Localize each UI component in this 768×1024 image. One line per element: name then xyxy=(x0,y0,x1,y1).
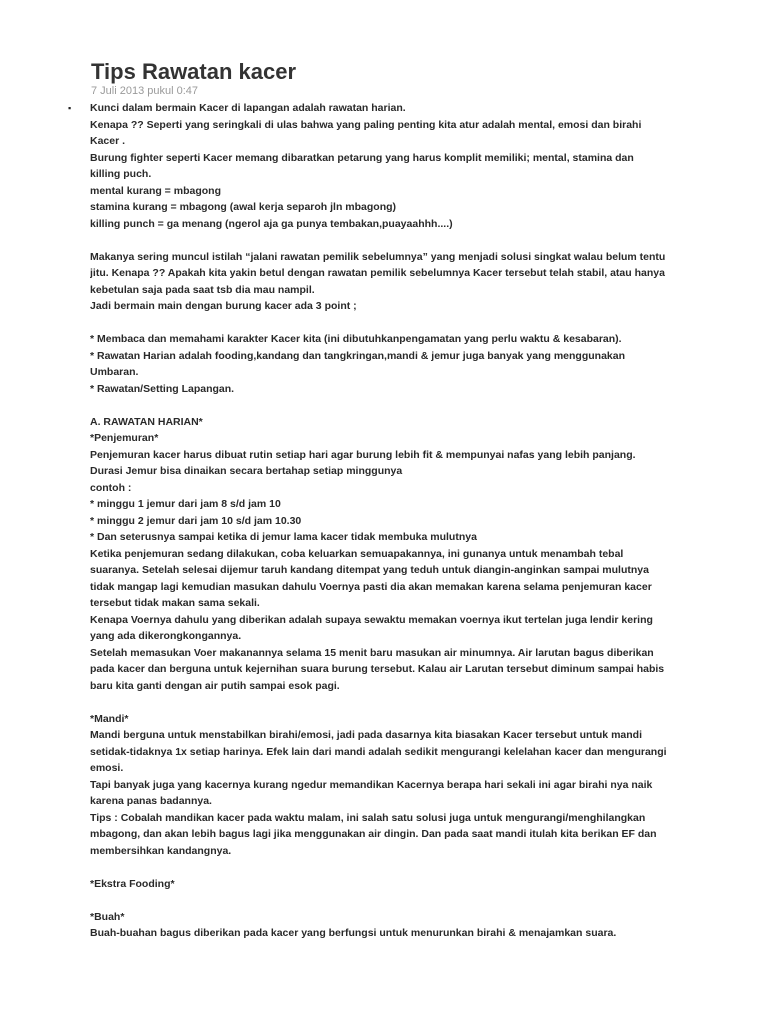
text-line: emosi. xyxy=(90,762,124,774)
text-line: Burung fighter seperti Kacer memang dibaratkan petarung yang harus komplit memiliki; mental, stamina dan xyxy=(90,151,634,164)
blank-line xyxy=(90,892,690,909)
text-line: *Buah* xyxy=(90,910,125,923)
text-line: baru kita ganti dengan air putih sampai esok pagi. xyxy=(90,679,340,692)
text-line: pada kacer dan berguna untuk kejernihan suara burung tersebut. Kalau air Larutan tersebut diminum sampai habis xyxy=(90,663,665,675)
text-line: contoh : xyxy=(90,481,132,494)
blank-line xyxy=(90,397,690,414)
text-line: * Dan seterusnya sampai ketika di jemur lama kacer tidak membuka mulutnya xyxy=(90,531,477,543)
text-line: mental kurang = mbagong xyxy=(90,184,221,197)
text-line: Ketika penjemuran sedang dilakukan, coba keluarkan semuapakannya, ini gunanya untuk menambah tebal xyxy=(90,547,624,560)
text-line: Penjemuran kacer harus dibuat rutin setiap hari agar burung lebih fit & mempunyai nafas yang lebih panjang. xyxy=(90,448,636,461)
text-line: *Penjemuran* xyxy=(90,432,159,444)
text-line: Umbaran. xyxy=(90,366,139,378)
blank-line xyxy=(90,315,690,332)
blank-line xyxy=(90,859,690,876)
text-line: Kunci dalam bermain Kacer di lapangan adalah rawatan harian. xyxy=(90,102,406,114)
text-line: Kenapa ?? Seperti yang seringkali di ulas bahwa yang paling penting kita atur adalah mental, emosi dan birahi xyxy=(90,118,642,131)
text-line: mbagong, dan akan lebih bagus lagi jika menggunakan air dingin. Dan pada saat mandi itulah kita berikan EF dan xyxy=(90,828,657,840)
text-line: * minggu 2 jemur dari jam 10 s/d jam 10.30 xyxy=(90,514,302,527)
blank-line xyxy=(90,694,690,711)
text-line: A. RAWATAN HARIAN* xyxy=(90,415,203,428)
text-line: suaranya. Setelah selesai dijemur taruh kandang ditempat yang teduh untuk diangin-anginkan sampai mulutnya xyxy=(90,564,649,576)
text-line: Mandi berguna untuk menstabilkan birahi/emosi, jadi pada dasarnya kita biasakan Kacer tersebut untuk mandi xyxy=(90,729,642,741)
bullet-icon: ▪ xyxy=(68,103,72,113)
text-line: Jadi bermain main dengan burung kacer ada 3 point ; xyxy=(90,300,357,312)
text-line: killing punch = ga menang (ngerol aja ga punya tembakan,puayaahhh....) xyxy=(90,217,453,230)
text-line: Buah-buahan bagus diberikan pada kacer yang berfungsi untuk menurunkan birahi & menajamkan suara. xyxy=(90,927,617,939)
text-line: Kacer . xyxy=(90,135,126,147)
text-line: Durasi Jemur bisa dinaikan secara bertahap setiap minggunya xyxy=(90,465,403,477)
text-line: setidak-tidaknya 1x setiap harinya. Efek lain dari mandi adalah sedikit mengurangi kelelahan kacer dan mengurangi xyxy=(90,745,667,758)
text-line: kebetulan saja pada saat tsb dia mau nampil. xyxy=(90,283,315,296)
text-line: killing puch. xyxy=(90,168,152,180)
text-line: tidak mangap lagi kemudian masukan dahulu Voernya pasti dia akan memakan karena selama penjemuran kacer xyxy=(90,580,652,593)
text-line: yang ada dikerongkongannya. xyxy=(90,630,242,642)
text-line: karena panas badannya. xyxy=(90,795,212,807)
text-line: Tapi banyak juga yang kacernya kurang ngedur memandikan Kacernya berapa hari sekali ini agar birahi nya naik xyxy=(90,778,653,791)
text-line: * Rawatan/Setting Lapangan. xyxy=(90,382,235,395)
text-line: * Rawatan Harian adalah fooding,kandang dan tangkringan,mandi & jemur juga banyak yang menggunakan xyxy=(90,349,626,362)
text-line: Makanya sering muncul istilah “jalani rawatan pemilik sebelumnya” yang menjadi solusi singkat walau belum tentu xyxy=(90,250,666,263)
blank-line xyxy=(90,232,690,249)
text-line: * minggu 1 jemur dari jam 8 s/d jam 10 xyxy=(90,498,281,510)
text-line: Tips : Cobalah mandikan kacer pada waktu malam, ini salah satu solusi juga untuk mengurangi/menghilangkan xyxy=(90,811,646,824)
text-line: jitu. Kenapa ?? Apakah kita yakin betul dengan rawatan pemilik sebelumnya Kacer tersebut telah stabil, atau hanya xyxy=(90,267,665,279)
text-line: *Ekstra Fooding* xyxy=(90,877,175,890)
text-line: stamina kurang = mbagong (awal kerja separoh jln mbagong) xyxy=(90,201,397,213)
text-line: membersihkan kandangnya. xyxy=(90,844,232,857)
post-date: 7 Juli 2013 pukul 0:47 xyxy=(91,85,199,97)
text-line: *Mandi* xyxy=(90,712,129,725)
text-line: * Membaca dan memahami karakter Kacer kita (ini dibutuhkanpengamatan yang perlu waktu & kesabaran). xyxy=(90,333,622,345)
text-line: Setelah memasukan Voer makanannya selama 15 menit baru masukan air minumnya. Air larutan bagus diberikan xyxy=(90,646,654,659)
page-title: Tips Rawatan kacer xyxy=(91,59,297,84)
article-body xyxy=(90,100,690,942)
text-line: tersebut tidak makan sama sekali. xyxy=(90,597,260,609)
text-line: Kenapa Voernya dahulu yang diberikan adalah supaya sewaktu memakan voernya ikut tertelan juga lendir kering xyxy=(90,613,653,626)
